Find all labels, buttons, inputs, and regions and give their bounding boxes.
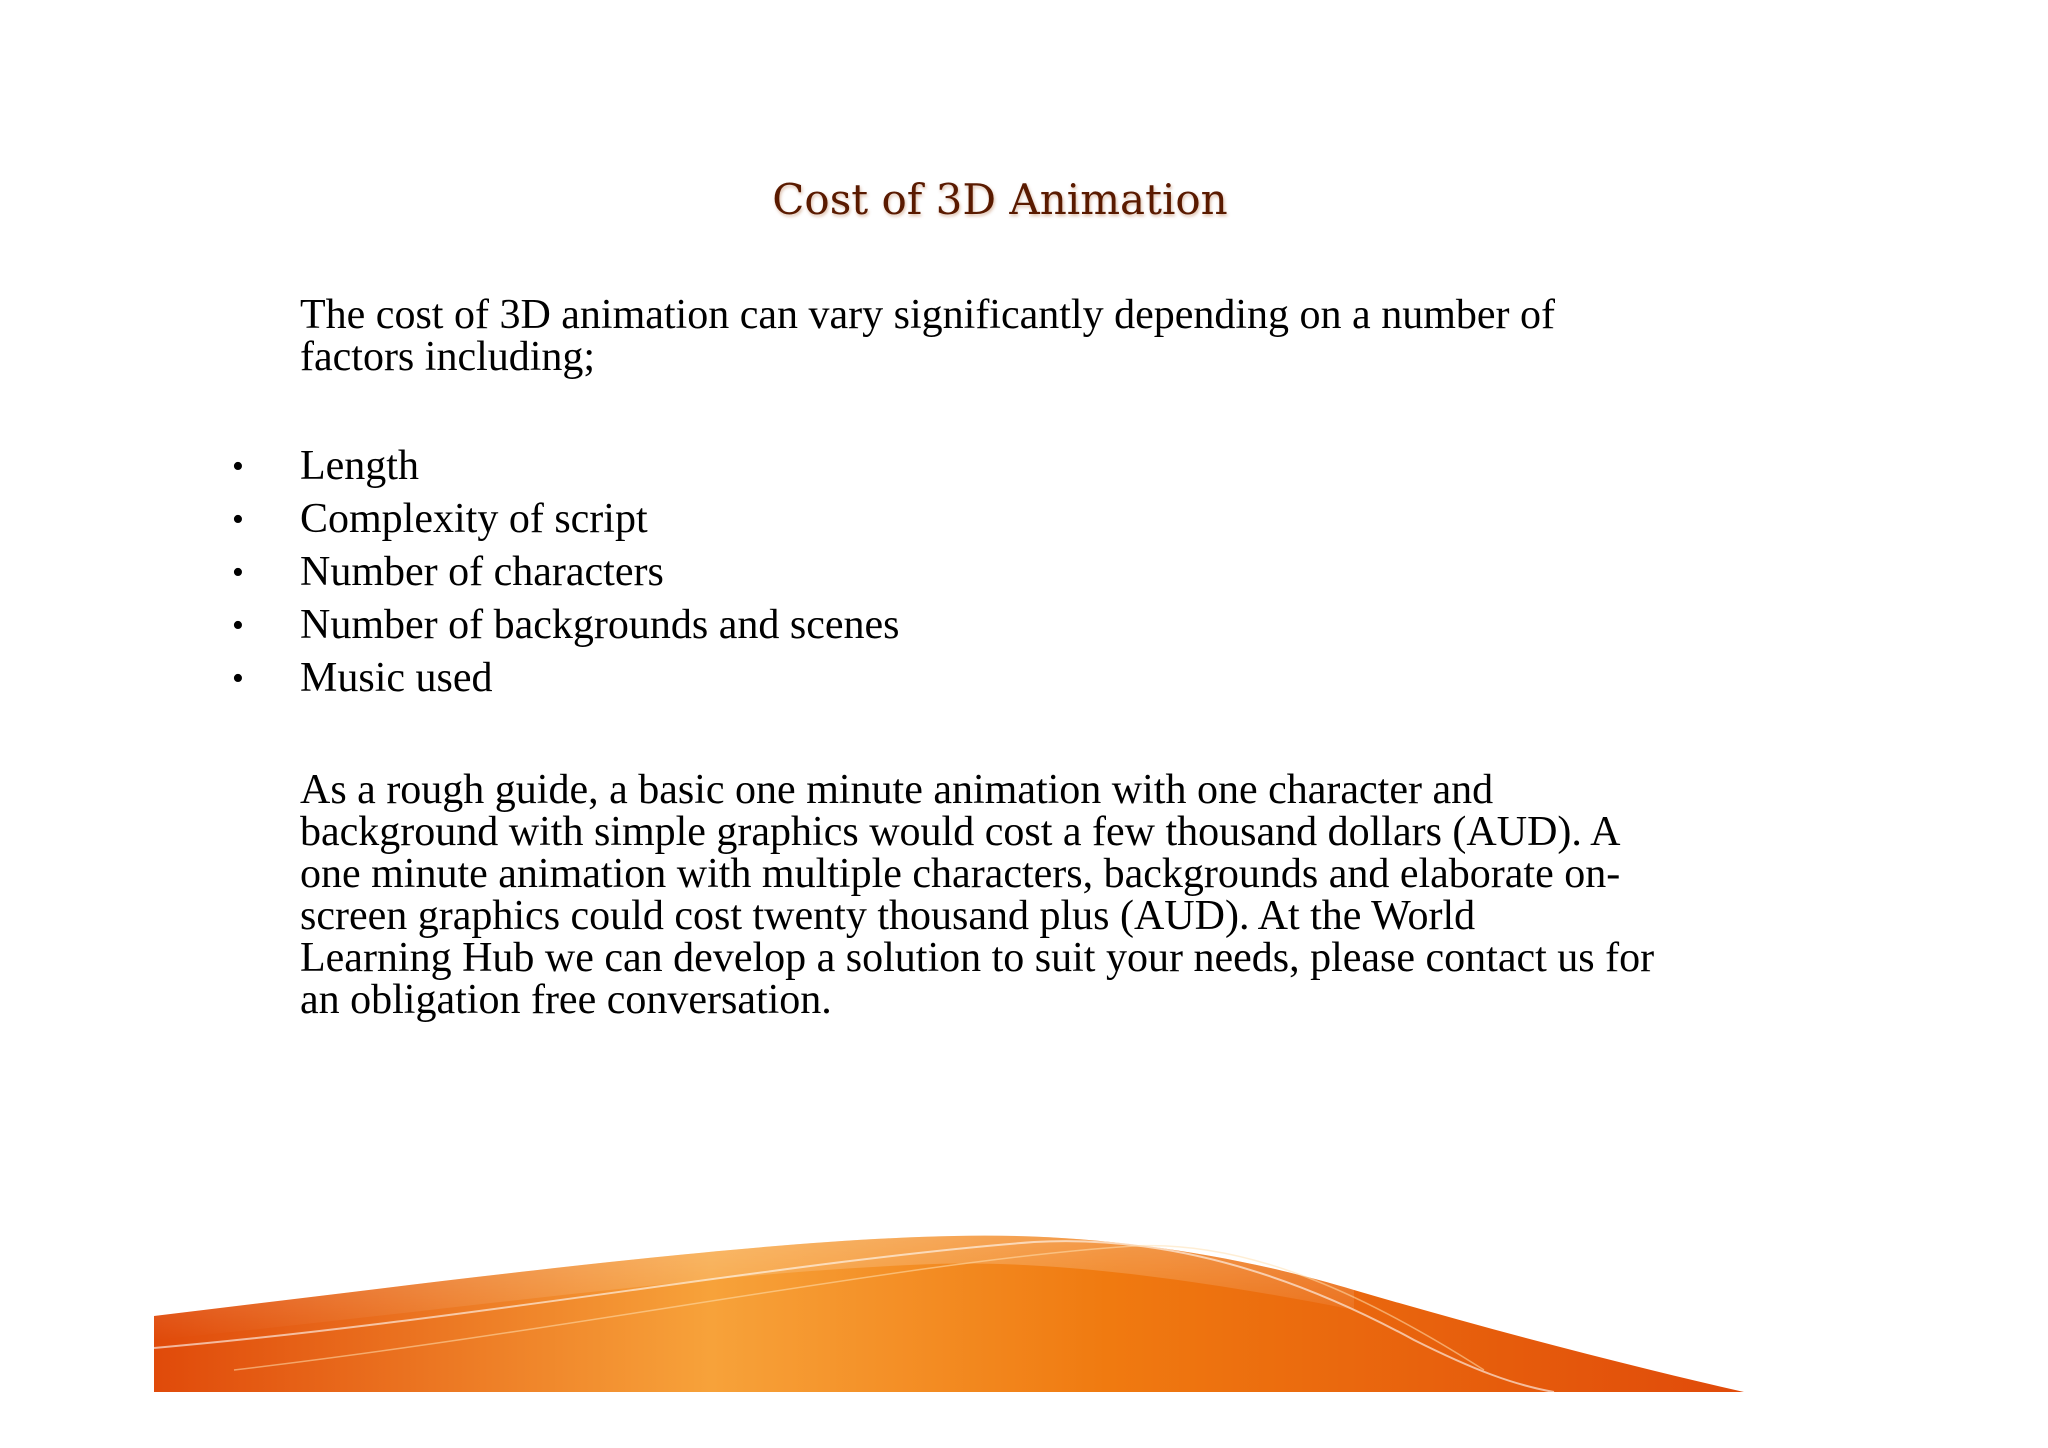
list-item-label: Number of characters	[300, 549, 664, 595]
bullet-icon: •	[232, 448, 244, 485]
orange-wave-decoration	[154, 1220, 1744, 1392]
bullet-icon: •	[232, 501, 244, 538]
factors-list	[232, 440, 1800, 705]
list-item	[232, 652, 1800, 705]
bullet-icon: •	[232, 607, 244, 644]
list-item	[232, 546, 1800, 599]
slide-title: Cost of 3D Animation	[772, 175, 1228, 224]
list-item	[232, 440, 1800, 493]
bullet-icon: •	[232, 660, 244, 697]
list-item-label: Music used	[300, 655, 493, 701]
list-item-label: Number of backgrounds and scenes	[300, 602, 900, 648]
list-item	[232, 493, 1800, 546]
intro-paragraph: The cost of 3D animation can vary significantly depending on a number of factors including;	[300, 292, 1555, 380]
closing-paragraph: As a rough guide, a basic one minute animation with one character and background with simple graphics would cost a few thousand dollars (AUD). A one minute animation with multiple characters, backgrounds and elaborate on- screen graphics could cost twenty thousand plus (AUD). At the World Learning Hub we can develop a solution to suit your needs, please contact us for an obligation free conversation.	[300, 767, 1655, 1023]
list-item	[232, 599, 1800, 652]
bullet-icon: •	[232, 554, 244, 591]
list-item-label: Complexity of script	[300, 496, 648, 542]
slide-content	[232, 292, 1800, 1023]
list-item-label: Length	[300, 443, 419, 489]
